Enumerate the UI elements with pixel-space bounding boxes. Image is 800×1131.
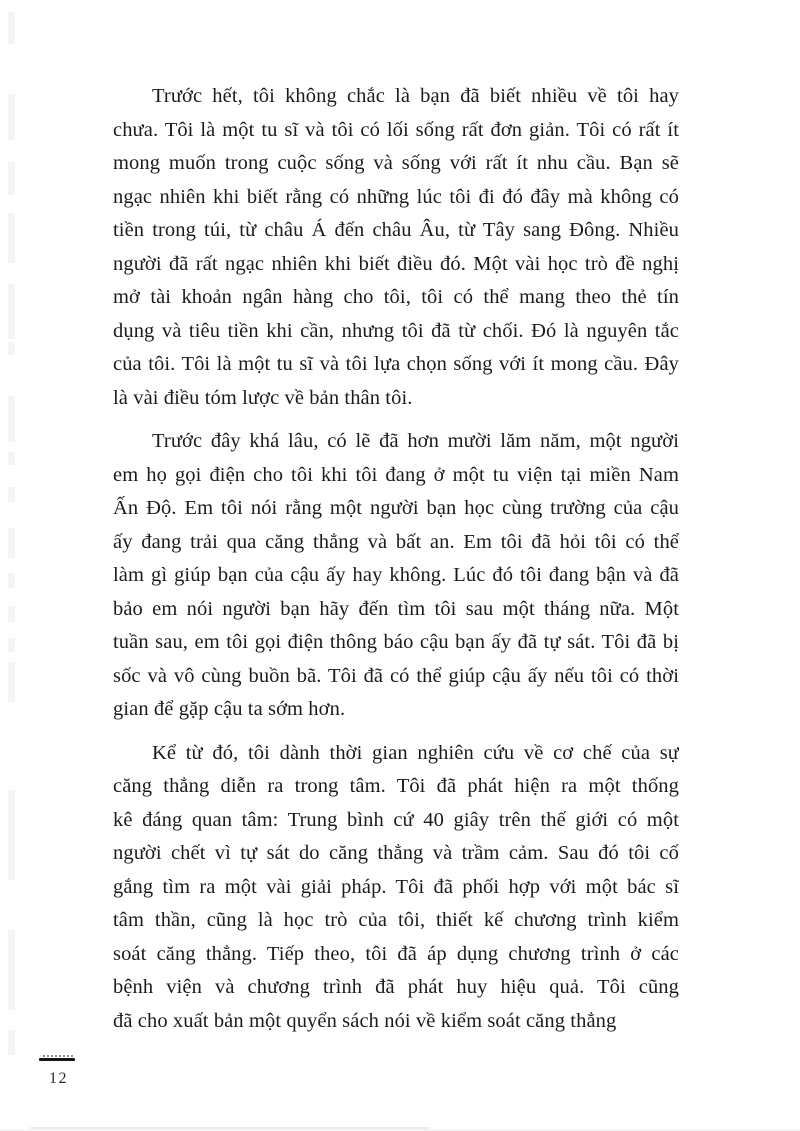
text-line: của tôi. Tôi là một tu sĩ và tôi lựa chọn sống với ít mong cầu. Đây bbox=[113, 353, 679, 375]
scan-artifact bbox=[8, 284, 15, 339]
scan-artifact bbox=[8, 790, 15, 880]
text-line: căng thẳng diễn ra trong tâm. Tôi đã phát hiện ra một thống bbox=[113, 775, 679, 797]
page-number-rule bbox=[39, 1058, 75, 1061]
scan-artifact bbox=[8, 12, 15, 44]
text-line: người đã rất ngạc nhiên khi biết điều đó. Một vài học trò đề nghị bbox=[113, 252, 679, 275]
text-line: tuần sau, em tôi gọi điện thông báo cậu bạn ấy đã tự sát. Tôi đã bị bbox=[113, 631, 679, 653]
scan-artifact bbox=[8, 606, 15, 622]
text-line: người chết vì tự sát do căng thẳng và trầm cảm. Sau đó tôi cố bbox=[113, 842, 679, 864]
scan-artifact bbox=[8, 528, 15, 558]
scan-artifact bbox=[8, 452, 15, 465]
paragraph bbox=[113, 80, 679, 415]
text-line: mở tài khoản ngân hàng cho tôi, tôi có thể mang theo thẻ tín bbox=[113, 286, 679, 308]
text-line: Trước hết, tôi không chắc là bạn đã biết nhiều về tôi hay bbox=[152, 85, 679, 107]
page-number-rule-dotted bbox=[43, 1055, 73, 1057]
scan-artifact bbox=[8, 396, 15, 442]
text-line: ấy đang trải qua căng thẳng và bất an. Em tôi đã hỏi tôi có thể bbox=[113, 530, 679, 553]
text-line: bệnh viện và chương trình đã phát huy hiệu quả. Tôi cũng bbox=[113, 976, 679, 998]
text-line: đã cho xuất bản một quyển sách nói về kiểm soát căng thẳng bbox=[113, 1009, 617, 1032]
text-line: gắng tìm ra một vài giải pháp. Tôi đã phối hợp với một bác sĩ bbox=[113, 875, 679, 898]
scan-artifact bbox=[8, 638, 15, 652]
text-line: là vài điều tóm lược về bản thân tôi. bbox=[113, 386, 413, 409]
text-line: sốc và vô cùng buồn bã. Tôi đã có thể giúp cậu ấy nếu tôi có thời bbox=[113, 664, 679, 687]
scan-artifact bbox=[8, 342, 15, 355]
text-line: tiền trong túi, từ châu Á đến châu Âu, từ Tây sang Đông. Nhiều bbox=[113, 219, 679, 241]
scan-artifact bbox=[8, 94, 15, 140]
text-line: em họ gọi điện cho tôi khi tôi đang ở một tu viện tại miền Nam bbox=[113, 463, 679, 486]
text-line: soát căng thẳng. Tiếp theo, tôi đã áp dụng chương trình ở các bbox=[113, 942, 679, 965]
text-line: bảo em nói người bạn hãy đến tìm tôi sau một tháng nữa. Một bbox=[113, 597, 679, 620]
scan-artifact bbox=[8, 162, 15, 195]
text-line: Ấn Độ. Em tôi nói rằng một người bạn học cùng trường của cậu bbox=[113, 497, 679, 519]
scan-artifact bbox=[8, 930, 15, 1010]
text-line: mong muốn trong cuộc sống và sống với rất ít nhu cầu. Bạn sẽ bbox=[113, 152, 679, 174]
text-line: gian để gặp cậu ta sớm hơn. bbox=[113, 698, 346, 720]
text-line: kê đáng quan tâm: Trung bình cứ 40 giây trên thế giới có một bbox=[113, 808, 679, 831]
text-block bbox=[113, 80, 679, 1048]
text-line: Trước đây khá lâu, có lẽ đã hơn mười lăm năm, một người bbox=[152, 430, 679, 452]
scan-artifact bbox=[8, 213, 15, 263]
text-line: ngạc nhiên khi biết rằng có những lúc tôi đi đó đây mà không có bbox=[113, 185, 679, 208]
paragraph bbox=[113, 737, 679, 1039]
scan-artifact bbox=[8, 1030, 15, 1055]
scan-artifact bbox=[8, 487, 15, 502]
scan-artifact bbox=[8, 662, 15, 702]
text-line: tâm thần, cũng là học trò của tôi, thiết kế chương trình kiểm bbox=[113, 909, 679, 931]
text-line: làm gì giúp bạn của cậu ấy hay không. Lúc đó tôi đang bận và đã bbox=[113, 564, 679, 586]
text-line: Kể từ đó, tôi dành thời gian nghiên cứu về cơ chế của sự bbox=[152, 741, 679, 764]
text-line: chưa. Tôi là một tu sĩ và tôi có lối sống rất đơn giản. Tôi có rất ít bbox=[113, 118, 679, 141]
text-line: dụng và tiêu tiền khi cần, nhưng tôi đã từ chối. Đó là nguyên tắc bbox=[113, 319, 679, 342]
scan-artifact bbox=[8, 573, 15, 588]
paragraph bbox=[113, 425, 679, 727]
page-number: 12 bbox=[49, 1070, 68, 1087]
